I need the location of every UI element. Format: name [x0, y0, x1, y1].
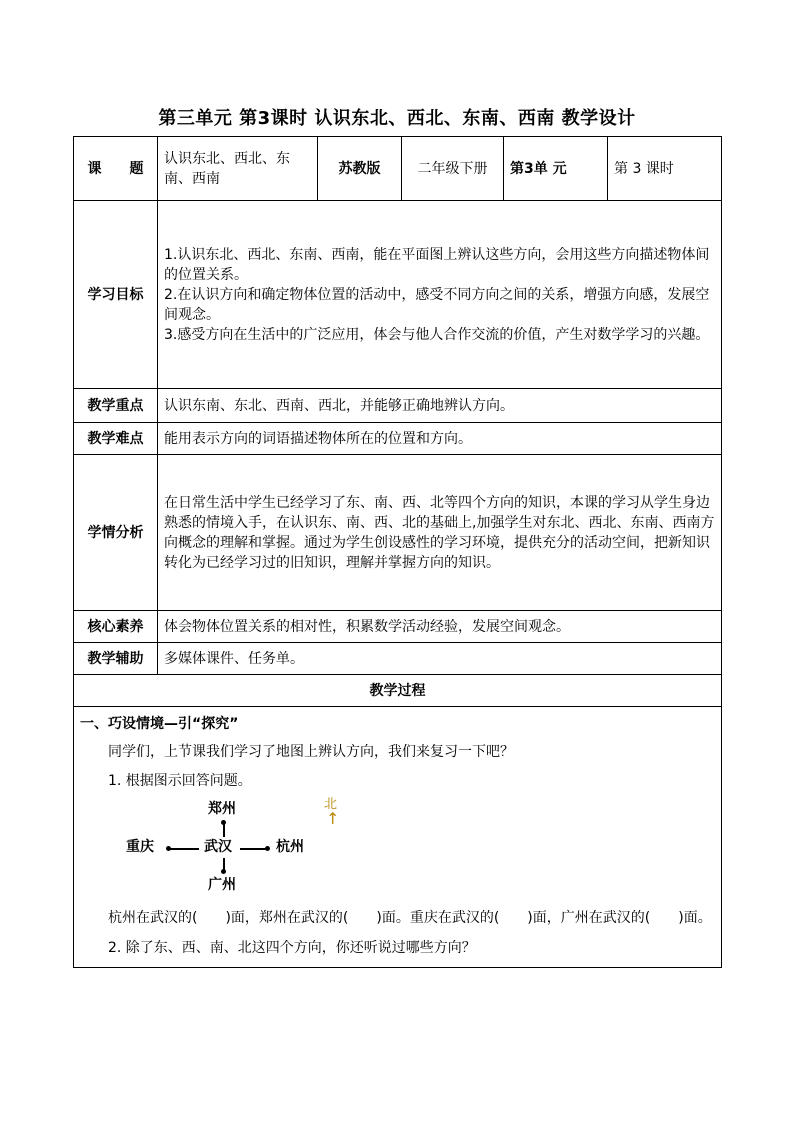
city-zhengzhou: 郑州 — [208, 801, 236, 817]
direction-diagram — [80, 795, 715, 903]
process-header: 教学过程 — [74, 675, 722, 707]
fill-blank-question: 杭州在武汉的( )面，郑州在武汉的( )面。重庆在武汉的( )面，广州在武汉的( )面。 — [108, 910, 712, 926]
unit-value: 第3单 元 — [504, 137, 608, 201]
difficulty-row — [74, 423, 722, 455]
goals-row — [74, 201, 722, 389]
city-hangzhou: 杭州 — [276, 839, 304, 855]
north-label: 北 — [324, 797, 338, 812]
process-content-row — [74, 707, 722, 968]
analysis-label: 学情分析 — [74, 455, 158, 611]
west-connector — [169, 848, 199, 850]
lesson-value: 第 3 课时 — [608, 137, 722, 201]
question-1: 1. 根据图示回答问题。 — [108, 773, 252, 789]
city-guangzhou: 广州 — [208, 877, 236, 893]
aids-label: 教学辅助 — [74, 643, 158, 675]
aids-row — [74, 643, 722, 675]
north-arrow-icon: ↑ — [326, 809, 340, 828]
intro-text: 同学们，上节课我们学习了地图上辨认方向，我们来复习一下吧？ — [108, 744, 514, 760]
key-point-text: 认识东南、东北、西南、西北，并能够正确地辨认方向。 — [158, 389, 722, 423]
goal-item: 2.在认识方向和确定物体位置的活动中，感受不同方向之间的关系，增强方向感，发展空间观念。 — [164, 286, 710, 323]
process-content — [74, 707, 722, 968]
process-header-row — [74, 675, 722, 707]
goals-label: 学习目标 — [74, 201, 158, 389]
topic-value: 认识东北、西北、东南、西南 — [158, 137, 318, 201]
question-2: 2. 除了东、西、南、北这四个方向，你还听说过哪些方向？ — [108, 940, 476, 956]
key-point-row — [74, 389, 722, 423]
analysis-text: 在日常生活中学生已经学习了东、南、西、北等四个方向的知识，本课的学习从学生身边熟悉的情境入手，在认识东、南、西、北的基础上,加强学生对东北、西北、东南、西南方向概念的理解和掌握。通过为学生创设感性的学习环境，提供充分的活动空间，把新知识转化为已经学习过的旧知识，理解并掌握方向的知识。 — [158, 455, 722, 611]
guangzhou-dot — [221, 869, 226, 874]
hangzhou-dot — [265, 846, 270, 851]
difficulty-label: 教学难点 — [74, 423, 158, 455]
literacy-label: 核心素养 — [74, 611, 158, 643]
topic-row — [74, 137, 722, 201]
goal-item: 3.感受方向在生活中的广泛应用，体会与他人合作交流的价值，产生对数学学习的兴趣。 — [164, 326, 710, 343]
section1-title: 一、巧设情境—引“探究” — [80, 716, 239, 732]
key-point-label: 教学重点 — [74, 389, 158, 423]
east-connector — [240, 848, 266, 850]
publisher-value: 苏教版 — [318, 137, 402, 201]
literacy-text: 体会物体位置关系的相对性，积累数学活动经验，发展空间观念。 — [158, 611, 722, 643]
literacy-row — [74, 611, 722, 643]
lesson-plan-table — [73, 136, 722, 968]
goal-item: 1.认识东北、西北、东南、西南，能在平面图上辨认这些方向，会用这些方向描述物体间的位置关系。 — [164, 246, 710, 283]
document-title: 第三单元 第3课时 认识东北、西北、东南、西南 教学设计 — [158, 108, 636, 129]
city-wuhan: 武汉 — [204, 839, 232, 855]
difficulty-text: 能用表示方向的词语描述物体所在的位置和方向。 — [158, 423, 722, 455]
analysis-row — [74, 455, 722, 611]
city-chongqing: 重庆 — [126, 839, 154, 855]
topic-label: 课 题 — [74, 137, 158, 201]
aids-text: 多媒体课件、任务单。 — [158, 643, 722, 675]
grade-value: 二年级下册 — [402, 137, 504, 201]
north-connector — [223, 823, 225, 837]
goals-content — [158, 201, 722, 389]
